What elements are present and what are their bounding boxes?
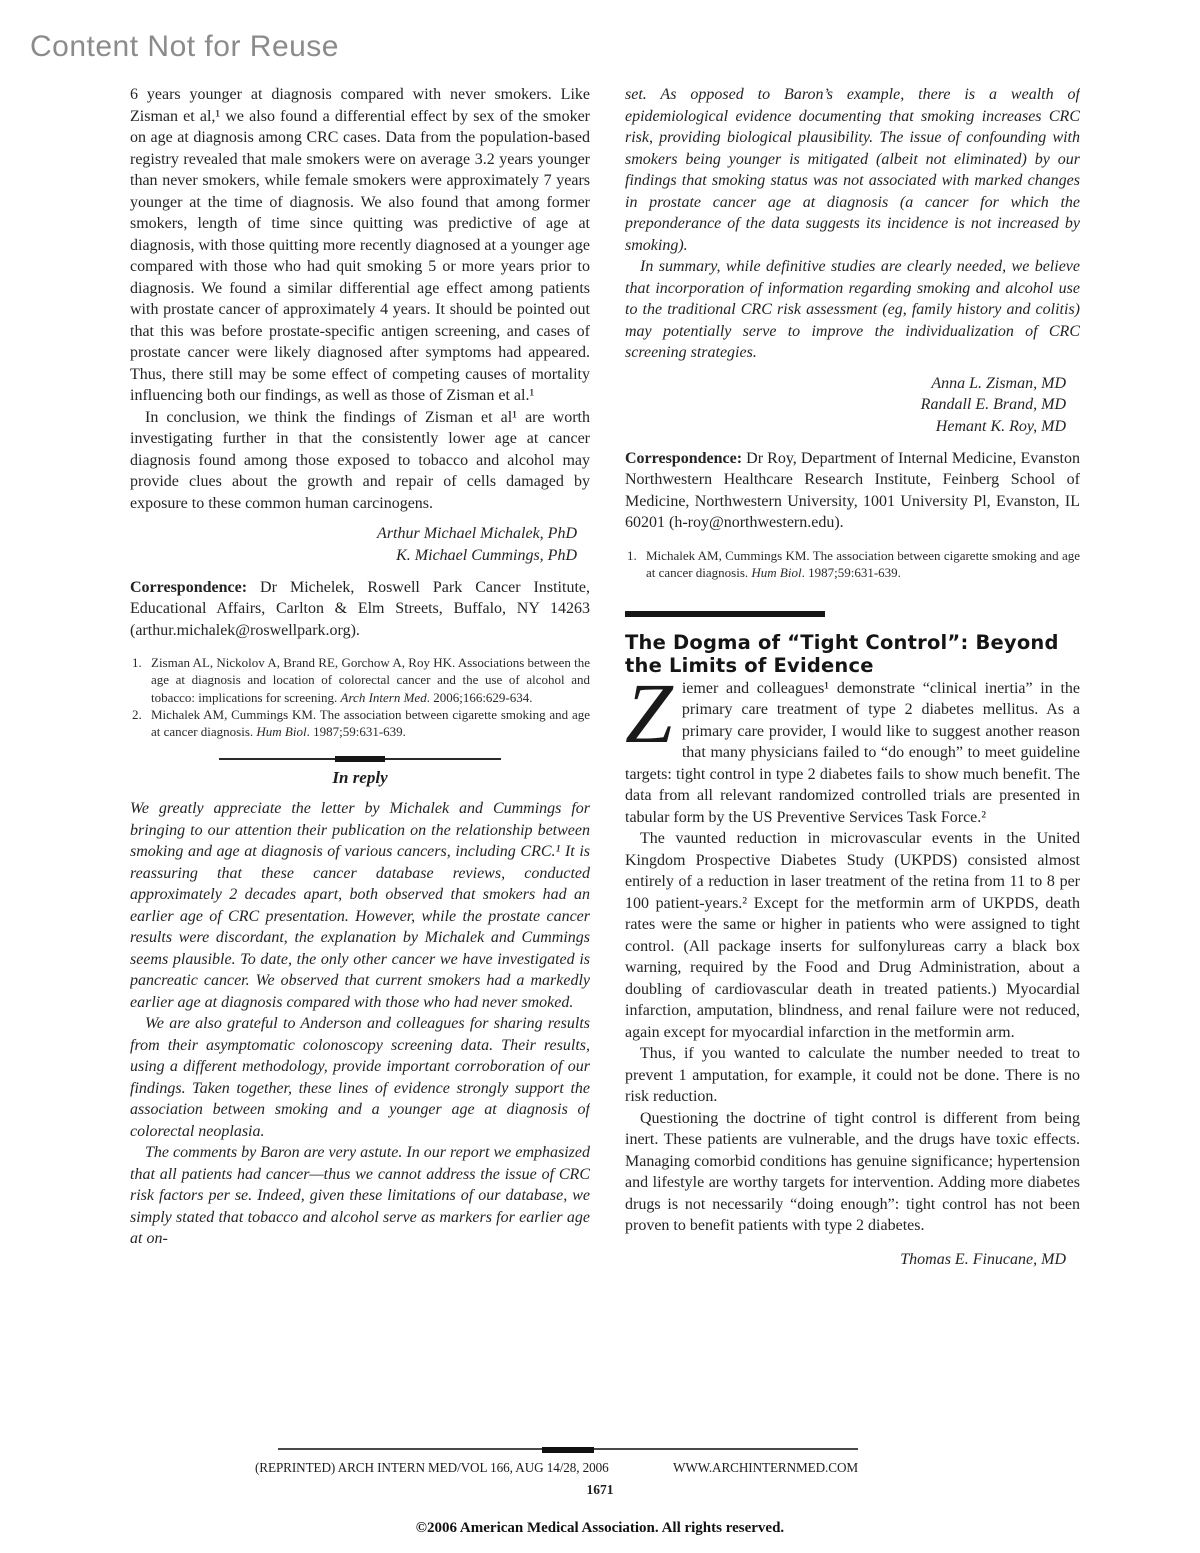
reply-paragraph: We greatly appreciate the letter by Michalek and Cummings for bringing to our attention their publication on the relationship between smoking and age at diagnosis of various cancers, including CRC.¹ It is reassuring that these cancer database reviews, conducted approximately 2 decades apart, both observed that smokers had an earlier age of CRC presentation. However, while the prostate cancer results were discordant, the explanation by Michalek and Cummings seems plausible. To date, the only other cancer we have investigated is pancreatic cancer. We observed that current smokers had a markedly earlier age at diagnosis compared with those who had never smoked. [130,800,590,1011]
content-not-for-reuse-watermark: Content Not for Reuse [30,30,339,63]
signature-michalek: Arthur Michael Michalek, PhD [377,525,577,542]
signature-brand: Randall E. Brand, MD [920,396,1066,414]
article-title [625,631,1080,678]
correspondence-text: Dr Roy, Department of Internal Medicine, Evanston Northwestern Healthcare Research Institute, Feinberg School of Medicine, Northwestern University, 1001 University Pl, Evanston, IL 60201 (h-roy@northwestern.edu). [625,449,1080,532]
reference-number: 1. [132,655,142,671]
left-column [130,84,590,1444]
correspondence-label: Correspondence: [130,578,248,596]
reference-text: Michalek AM, Cummings KM. The association between cigarette smoking and age at cancer diagnosis. [646,547,1080,581]
footer-rule [278,1447,858,1453]
correspondence-text: Dr Michelek, Roswell Park Cancer Institute, Educational Affairs, Carlton & Elm Streets, Buffalo, NY 14263 (arthur.michalek@roswellpark.org). [130,578,590,639]
signature-zisman: Anna L. Zisman, MD [931,374,1066,392]
reference-journal: Arch Intern Med [340,689,427,705]
reference-text: . 1987;59:631-639. [306,723,406,739]
correspondence-paragraph [130,577,590,642]
reply-summary-paragraph: In summary, while definitive studies are clearly needed, we believe that incorporation of information regarding smoking and alcohol use to the traditional CRC risk assessment (eg, family history and colitis) may potentially serve to improve the individualization of CRC screening strategies. [625,258,1080,361]
journal-website: WWW.ARCHINTERNMED.COM [673,1460,858,1475]
article-section-rule [625,611,825,617]
in-reply-heading: In reply [332,768,388,788]
article-paragraph: Questioning the doctrine of tight control is different from being inert. These patients are vulnerable, and the drugs have toxic effects. Managing comorbid conditions has genuine significance; hypertension and lifestyle are worthy targets for intervention. Adding more diabetes drugs is not necessarily “doing enough”: tight control has not been proven to benefit patients with type 2 diabetes. [625,1109,1080,1235]
reference-journal: Hum Biol [751,565,802,581]
letter-signatures [130,523,577,567]
reference-text: Zisman AL, Nickolov A, Brand RE, Gorchow A, Roy HK. Associations between the age at diagnosis and location of colorectal cancer and the use of alcohol and tobacco: implications for screening. [151,655,590,705]
correspondence-label: Correspondence: [625,449,743,467]
article-paragraph: The vaunted reduction in microvascular events in the United Kingdom Prospective Diabetes Study (UKPDS) consisted almost entirely of a reduction in laser treatment of the retina from 11 to 8 per 100 patient-years.² Except for the metformin arm of UKPDS, death rates were the same or higher in patients who were assigned to tight control. (All package inserts for sulfonylureas carry a black box warning, required by the Food and Drug Administration, about a doubling of cardiovascular death in treated patients.) Myocardial infarction, amputation, blindness, and renal failure were not reduced, again except for myocardial infarction in the metformin arm. [625,830,1080,1041]
letter-continuation-paragraph: 6 years younger at diagnosis compared with never smokers. Like Zisman et al,¹ we also found a differential effect by sex of the smoker on age at diagnosis among CRC cases. Data from the population-based registry revealed that male smokers were on average 3.2 years younger than never smokers, while female smokers were approximately 7 years younger at the time of diagnosis. We also found that among former smokers, length of time since quitting was predictive of age at diagnosis, with those quitting more recently diagnosed at a younger age compared with those who had quit smoking 5 or more years prior to diagnosis. We found a similar differential age effect among patients with prostate cancer of approximately 4 years. It should be pointed out that this was before prostate-specific antigen screening, and cases of prostate cancer were likely diagnosed after symptoms had appeared. Thus, there still may be some effect of competing causes of mortality influencing both our findings, as well as those of Zisman et al.¹ [130,86,590,404]
signature-finucane: Thomas E. Finucane, MD [900,1250,1066,1268]
drop-cap: Z [625,664,673,761]
article-signature-block [625,1249,1066,1271]
reference-text: Michalek AM, Cummings KM. The association between cigarette smoking and age at cancer diagnosis. [151,706,590,739]
article-title-line2: the Limits of Evidence [625,654,874,678]
copyright-notice: ©2006 American Medical Association. All rights reserved. [415,1520,785,1536]
article-title-line1: The Dogma of “Tight Control”: Beyond [625,630,1059,654]
article-paragraph-text: iemer and colleagues¹ demonstrate “clinical inertia” in the primary care treatment of type 2 diabetes mellitus. As a primary care provider, I would like to suggest another reason that many physicians failed to “do enough” to meet guideline targets: tight control in type 2 diabetes fails to show much benefit. The data from all relevant randomized controlled trials are presented in tabular form by the US Preventive Services Task Force.² [625,679,1080,826]
reference-item [625,547,1080,581]
reply-paragraph: The comments by Baron are very astute. In our report we emphasized that all patients had cancer—thus we cannot address the issue of CRC risk factors per se. Indeed, given these limitations of our database, we simply stated that tobacco and alcohol serve as markers for earlier age at on- [130,1144,590,1248]
correspondence-paragraph [625,448,1080,534]
reference-item [130,706,590,740]
divider-thick-segment [335,756,385,762]
reference-text: . 2006;166:629-634. [426,689,533,705]
reply-paragraph: We are also grateful to Anderson and colleagues for sharing results from their asymptomatic colonoscopy screening data. Their results, using a different methodology, provide important corroboration of our findings. Taken together, these lines of evidence strongly support the association between smoking and a younger age at diagnosis of colorectal neoplasia. [130,1015,590,1140]
reprint-info: (REPRINTED) ARCH INTERN MED/VOL 166, AUG 14/28, 2006 [255,1460,609,1475]
footer-citation-line [255,1460,858,1476]
signature-cummings: K. Michael Cummings, PhD [396,546,577,564]
signature-roy: Hemant K. Roy, MD [935,418,1066,436]
article-paragraph: Thus, if you wanted to calculate the number needed to treat to prevent 1 amputation, for example, it could not be done. There is no risk reduction. [625,1045,1080,1106]
reference-item [130,654,590,706]
reference-journal: Hum Biol [256,723,307,739]
reply-continuation-paragraph: set. As opposed to Baron’s example, there is a wealth of epidemiological evidence documenting that smoking increases CRC risk, providing biological plausibility. The issue of confounding with smokers being younger is mitigated (albeit not eliminated) by our findings that smoking status was not associated with marked changes in prostate cancer age at diagnosis (a cancer for which the preponderance of the data suggests its incidence is not increased by smoking). [625,86,1080,254]
two-column-layout [130,84,1080,1444]
reference-text: . 1987;59:631-639. [801,565,901,581]
in-reply-divider [219,756,501,762]
reference-number: 2. [132,706,142,722]
footer-thick-segment [542,1447,594,1453]
reply-signatures [625,373,1066,438]
reference-number: 1. [627,547,637,563]
right-column [625,84,1080,1444]
reference-list [625,547,1080,581]
reference-list [130,654,590,740]
letter-conclusion-paragraph: In conclusion, we think the findings of Zisman et al¹ are worth investigating further in that the consistently lower age at cancer diagnosis found among those exposed to tobacco and alcohol may provide clues about the growth and repair of cells damaged by exposure to these common human carcinogens. [130,408,590,512]
page-number: 1671 [586,1482,614,1497]
